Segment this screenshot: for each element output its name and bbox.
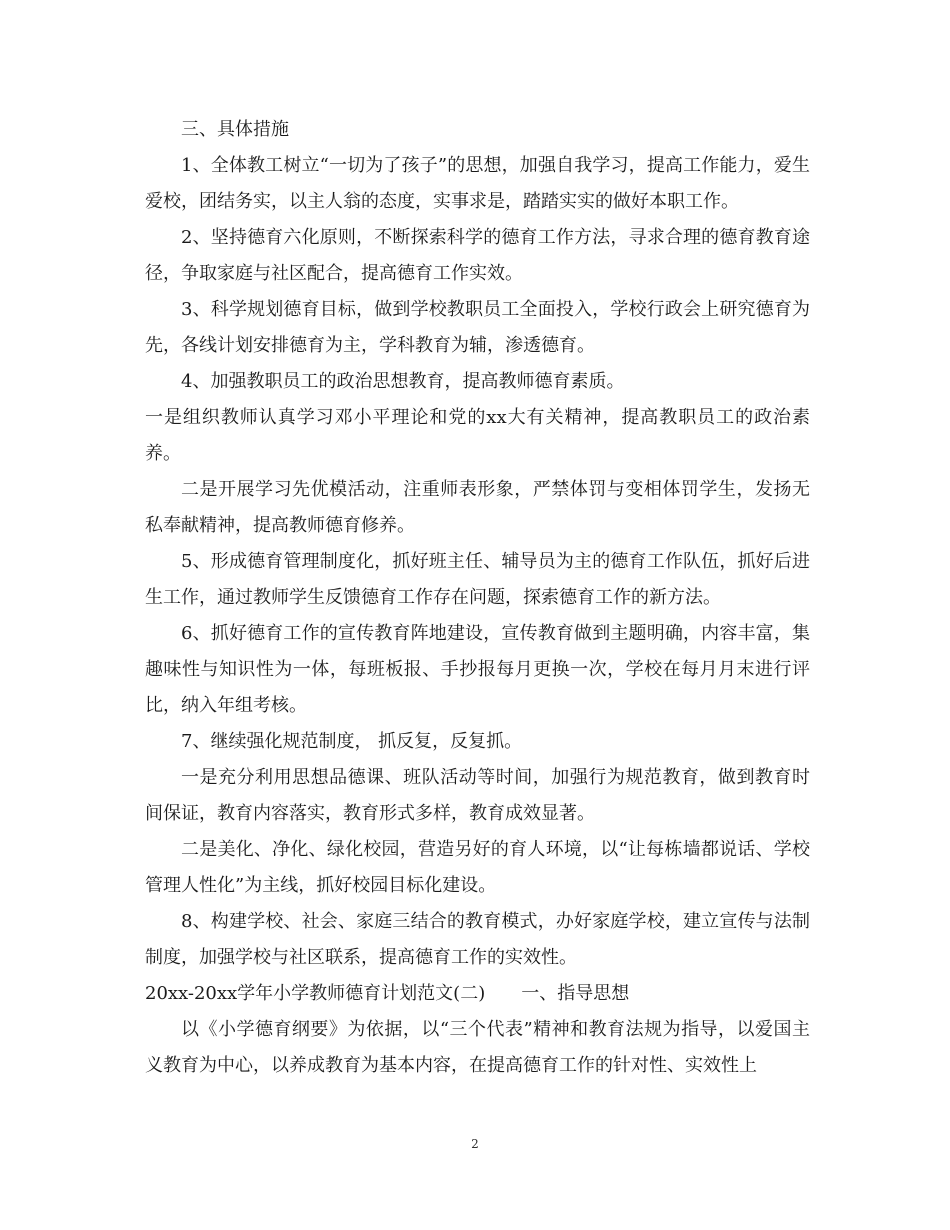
paragraph-4-item-1: 一是组织教师认真学习邓小平理论和党的xx大有关精神，提高教职员工的政治素养。 [145,407,810,464]
paragraph-8: 8、构建学校、社会、家庭三结合的教育模式，办好家庭学校，建立宣传与法制制度，加强学校与社区联系，提高德育工作的实效性。 [145,911,810,968]
paragraph-5: 5、形成德育管理制度化，抓好班主任、辅导员为主的德育工作队伍，抓好后进生工作，通过教师学生反馈德育工作存在问题，探索德育工作的新方法。 [145,551,810,608]
paragraph-3: 3、科学规划德育目标，做到学校教职员工全面投入，学校行政会上研究德育为先，各线计划安排德育为主，学科教育为辅，渗透德育。 [145,299,810,356]
section-heading: 三、具体措施 [181,119,289,140]
page-number: 2 [471,1137,479,1151]
paragraph-1: 1、全体教工树立“一切为了孩子”的思想，加强自我学习，提高工作能力，爱生爱校，团结务实，以主人翁的态度，实事求是，踏踏实实的做好本职工作。 [145,155,810,212]
paragraph-7: 7、继续强化规范制度， 抓反复，反复抓。 [181,731,523,752]
paragraph-7-item-1: 一是充分利用思想品德课、班队活动等时间，加强行为规范教育，做到教育时间保证，教育内容落实，教育形式多样，教育成效显著。 [145,767,810,824]
paragraph-4: 4、加强教职员工的政治思想教育，提高教师德育素质。 [181,371,625,392]
guiding-thought-paragraph: 以《小学德育纲要》为依据，以“三个代表”精神和教育法规为指导，以爱国主义教育为中心，以养成教育为基本内容，在提高德育工作的针对性、实效性上 [145,1019,810,1076]
document-body [145,112,810,1084]
paragraph-4-item-2: 二是开展学习先优模活动，注重师表形象，严禁体罚与变相体罚学生，发扬无私奉献精神，提高教师德育修养。 [145,479,810,536]
paragraph-2: 2、坚持德育六化原则，不断探索科学的德育工作方法，寻求合理的德育教育途径，争取家庭与社区配合，提高德育工作实效。 [145,227,810,284]
document-title-line: 20xx-20xx学年小学教师德育计划范文(二) 一、指导思想 [145,983,630,1004]
paragraph-6: 6、抓好德育工作的宣传教育阵地建设，宣传教育做到主题明确，内容丰富，集趣味性与知识性为一体，每班板报、手抄报每月更换一次，学校在每月月末进行评比，纳入年组考核。 [145,623,810,716]
paragraph-7-item-2: 二是美化、净化、绿化校园，营造另好的育人环境，以“让每栋墙都说话、学校管理人性化”为主线，抓好校园目标化建设。 [145,839,810,896]
